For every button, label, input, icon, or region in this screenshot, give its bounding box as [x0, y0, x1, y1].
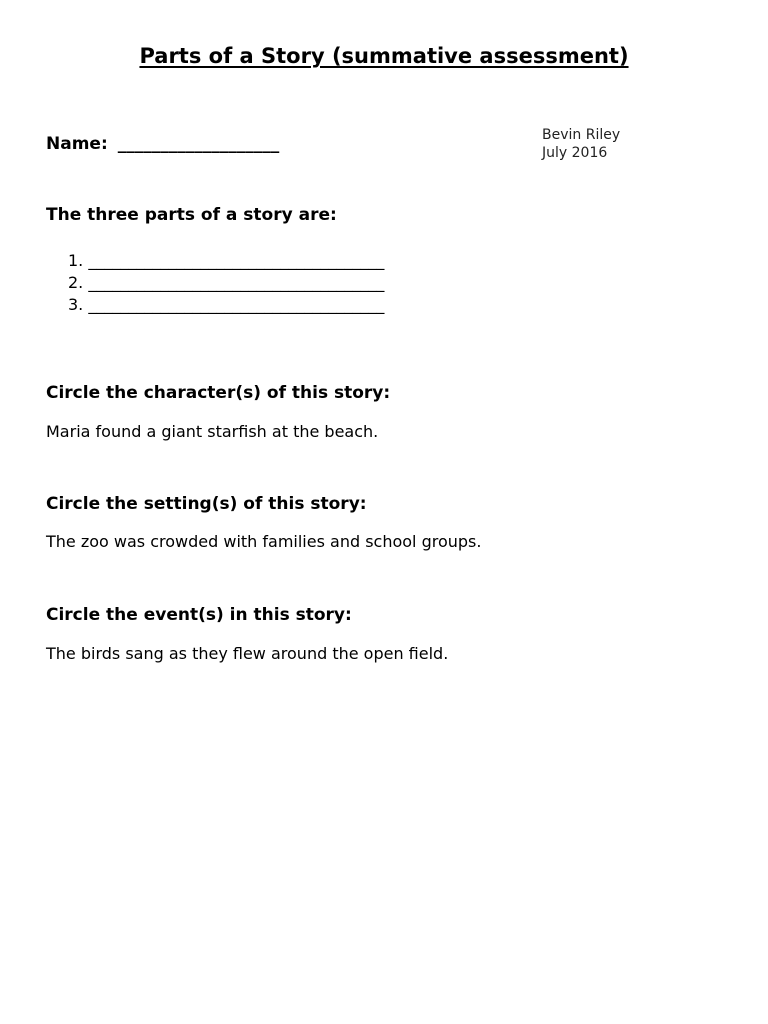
character-question-heading: Circle the character(s) of this story:	[46, 383, 391, 403]
name-blank-line[interactable]: ___________________	[117, 134, 280, 154]
answer-line-2[interactable]: 2. _____________________________________	[68, 273, 385, 292]
name-label: Name:	[46, 134, 108, 154]
answer-list	[68, 250, 384, 316]
author-block	[542, 126, 620, 162]
page-title: Parts of a Story (summative assessment)	[139, 44, 629, 68]
author-date: July 2016	[542, 145, 608, 161]
character-question-sentence: Maria found a giant starfish at the beach.	[46, 422, 379, 441]
answer-line-1[interactable]: 1. _____________________________________	[68, 251, 385, 270]
event-question-heading: Circle the event(s) in this story:	[46, 605, 352, 625]
answer-line-3[interactable]: 3. _____________________________________	[68, 295, 385, 314]
name-field	[46, 134, 279, 154]
setting-question-heading: Circle the setting(s) of this story:	[46, 494, 367, 514]
setting-question-sentence: The zoo was crowded with families and school groups.	[46, 532, 482, 551]
event-question-sentence: The birds sang as they flew around the open field.	[46, 644, 449, 663]
author-name: Bevin Riley	[542, 127, 621, 143]
parts-heading: The three parts of a story are:	[46, 205, 337, 225]
